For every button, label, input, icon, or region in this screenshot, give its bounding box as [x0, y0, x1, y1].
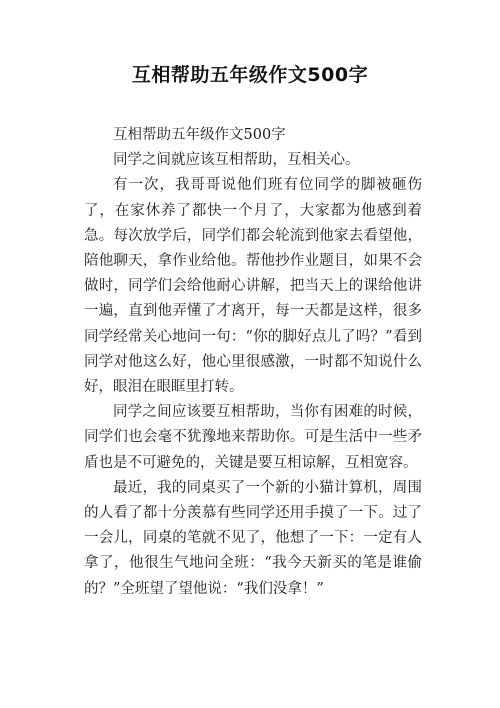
paragraph-subtitle: 互相帮助五年级作文500字: [113, 127, 286, 143]
paragraph-story-injured-classmate: 有一次，我哥哥说他们班有位同学的脚被砸伤了，在家休养了都快一个月了，大家都为他感到着急。每次放学后，同学们都会轮流到他家去看望他，陪他聊天，拿作业给他。帮他抄作业题目，如果不会做时，同学们会给他耐心讲解，把当天上的课给他讲一遍，直到他弄懂了才离开，每一天都是这样，很多同学经常关心地问一句：“你的脚好点儿了吗？”看到同学对他这么好，他心里很感激，一时都不知说什么好，眼泪在眼眶里打转。: [84, 177, 422, 396]
paragraph-intro: 同学之间就应该互相帮助，互相关心。: [113, 152, 360, 169]
paragraph-story-calculator: 最近，我的同桌买了一个新的小猫计算机，周围的人看了都十分羡慕有些同学还用手摸了一下。过了一会儿，同桌的笔就不见了，他想了一下：一定有人拿了，他很生气地问全班：“我今天新买的笔是谁偷的？”全班望了望他说：“我们没拿！”: [84, 479, 422, 597]
document-title: 互相帮助五年级作文500字: [131, 64, 369, 86]
paragraph-mutual-understanding: 同学之间应该要互相帮助，当你有困难的时候，同学们也会毫不犹豫地来帮助你。可是生活中一些矛盾也是不可避免的，关键是要互相谅解，互相宽容。: [84, 404, 422, 471]
document-body: [84, 123, 422, 602]
